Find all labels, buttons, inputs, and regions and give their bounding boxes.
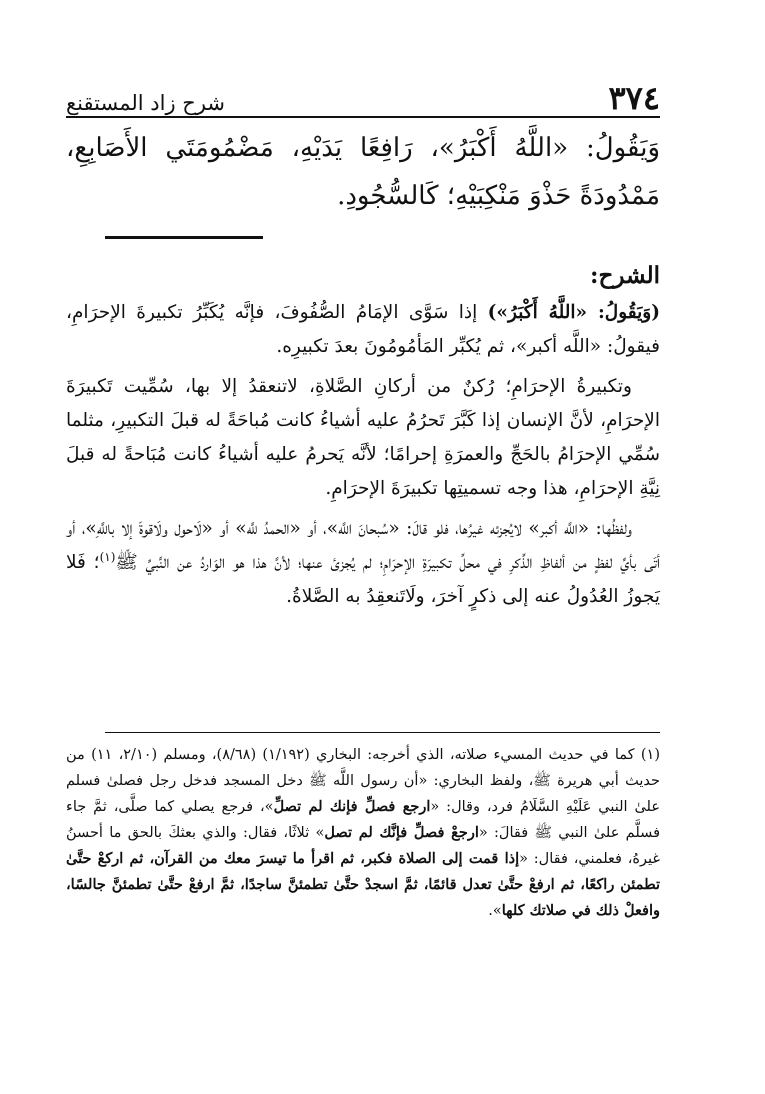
paragraph-3-text-b: ؛ فَلا يَجوزُ العُدُولُ عنه إلى ذكرٍ آخرَ، ولَاتَنعقِدُ به الصَّلاةُ. [66,552,660,607]
hadith-quote-2: ارجعْ فصلِّ فإنَّك لم تصل [324,824,479,841]
footnote-divider [105,732,660,733]
footnote-1-a: (١) كما في حديث المسيء صلاته، الذي أخرجه: البخاري (١/١٩٢) (٨/٦٨)، ومسلم (٢/١٠، ١١) من حديث أبي هريرة ﷺ، ولفظ البخاري: «أن رسول اللَّه ﷺ دخل المسجد فدخل رجل فصلىٰ فسلم علىٰ النبي عَلَيْهِ السَّلَامُ فرد، وقال: « [66,747,660,815]
paragraph-1-text: إذا سَوَّى الإمَامُ الصُّفُوفَ، فإنَّه يُكَبِّرُ تكبيرةَ الإحرَامِ، فيقولُ: «اللَّه أكبر»، ثم يُكبِّر المَأمُومُونَ بعدَ تكبيرِه. [66,302,660,357]
hadith-quote-1: ارجع فصلِّ فإنك لم تصلِّ [273,798,431,815]
quoted-phrase: (وَيَقُولُ: «اللَّهُ أَكْبَرُ») [487,302,660,323]
commentary-body [66,296,660,620]
matn-text: وَيَقُولُ: «اللَّهُ أَكْبَرُ»، رَافِعًا يَدَيْهِ، مَضْمُومَتَي الأَصَابِعِ، مَمْدُودَةً حَذْوَ مَنْكِبَيْهِ؛ كَالسُّجُودِ. [66,133,660,211]
footnote-1-g: ». [488,903,502,919]
footnote-reference[interactable]: (١) [99,549,116,564]
paragraph-3-text-a: ولفظُها: «اللَّه أكبر» لايُجزئه غيرُها، فلو قالَ: «سُبحانَ اللَّه»، أو «الحمدُ للَّه» أو «لَاحول ولَاقوةَ إلا باللَّهِ»، أو أتَى بأيِّ لفظٍ من ألفاظِ الذِّكرِ في محلِّ تكبيرَةِ الإحرَامِ؛ لم يُجزئ عنها؛ لأنَّ هذا هو الوَاردُ عن النَّبيِّ ﷺ [66,518,660,573]
book-title: شرح زاد المستقنع [66,91,225,115]
page-number: ٣٧٤ [608,79,660,117]
matn-divider [105,236,263,239]
running-header [66,66,660,118]
hadith-quote-3: إذا قمت إلى الصلاة فكبر، ثم اقرأ ما تيسرَ معك من القرآن، ثم اركعْ حتَّىٰ تطمئن راكعًا، ثم ارفعْ حتَّىٰ تعدل قائمًا، ثمَّ اسجدْ حتَّىٰ تطمئنَّ ساجدًا، ثمَّ ارفعْ حتَّىٰ تطمئنَّ جالسًا، وافعلْ ذلك في صلاتك كلها [66,850,660,919]
paragraph-1 [66,296,660,364]
paragraph-2: وتكبيرةُ الإحرَامِ؛ رُكنٌ من أركانِ الصَّلاةِ، لاتنعقدُ إلا بها، سُمِّيت تَكبيرَةَ الإحرَامِ، لأنَّ الإنسان إذا كَبَّرَ تَحرُمُ عليه أشياءُ كانت مُباحَةً له قبلَ التكبيرِ، مثلما سُمِّي الإحرَامُ بالحَجِّ والعمرَةِ إحرامًا؛ لأنَّه يَحرمُ عليه أشياءُ كانت مُبَاحةً له قبلَ نِيَّةِ الإحرَامِ، هذا وجه تسميتِها تكبيرَةَ الإحرَامِ. [66,376,660,499]
footnote-1-c: »، فرجع يصلي كما صلَّى، ثمَّ جاء فسلَّم علىٰ النبي ﷺ فقالَ: « [66,799,660,841]
footnote-1-e: » ثلاثًا، فقال: والذي بعثكَ بالحق ما أحسنُ غيرهُ، فعلمني، فقال: « [66,825,660,867]
footnotes [66,742,660,924]
paragraph-3 [66,512,660,614]
footnote-1 [66,742,660,924]
commentary-heading: الشرح: [590,262,660,289]
